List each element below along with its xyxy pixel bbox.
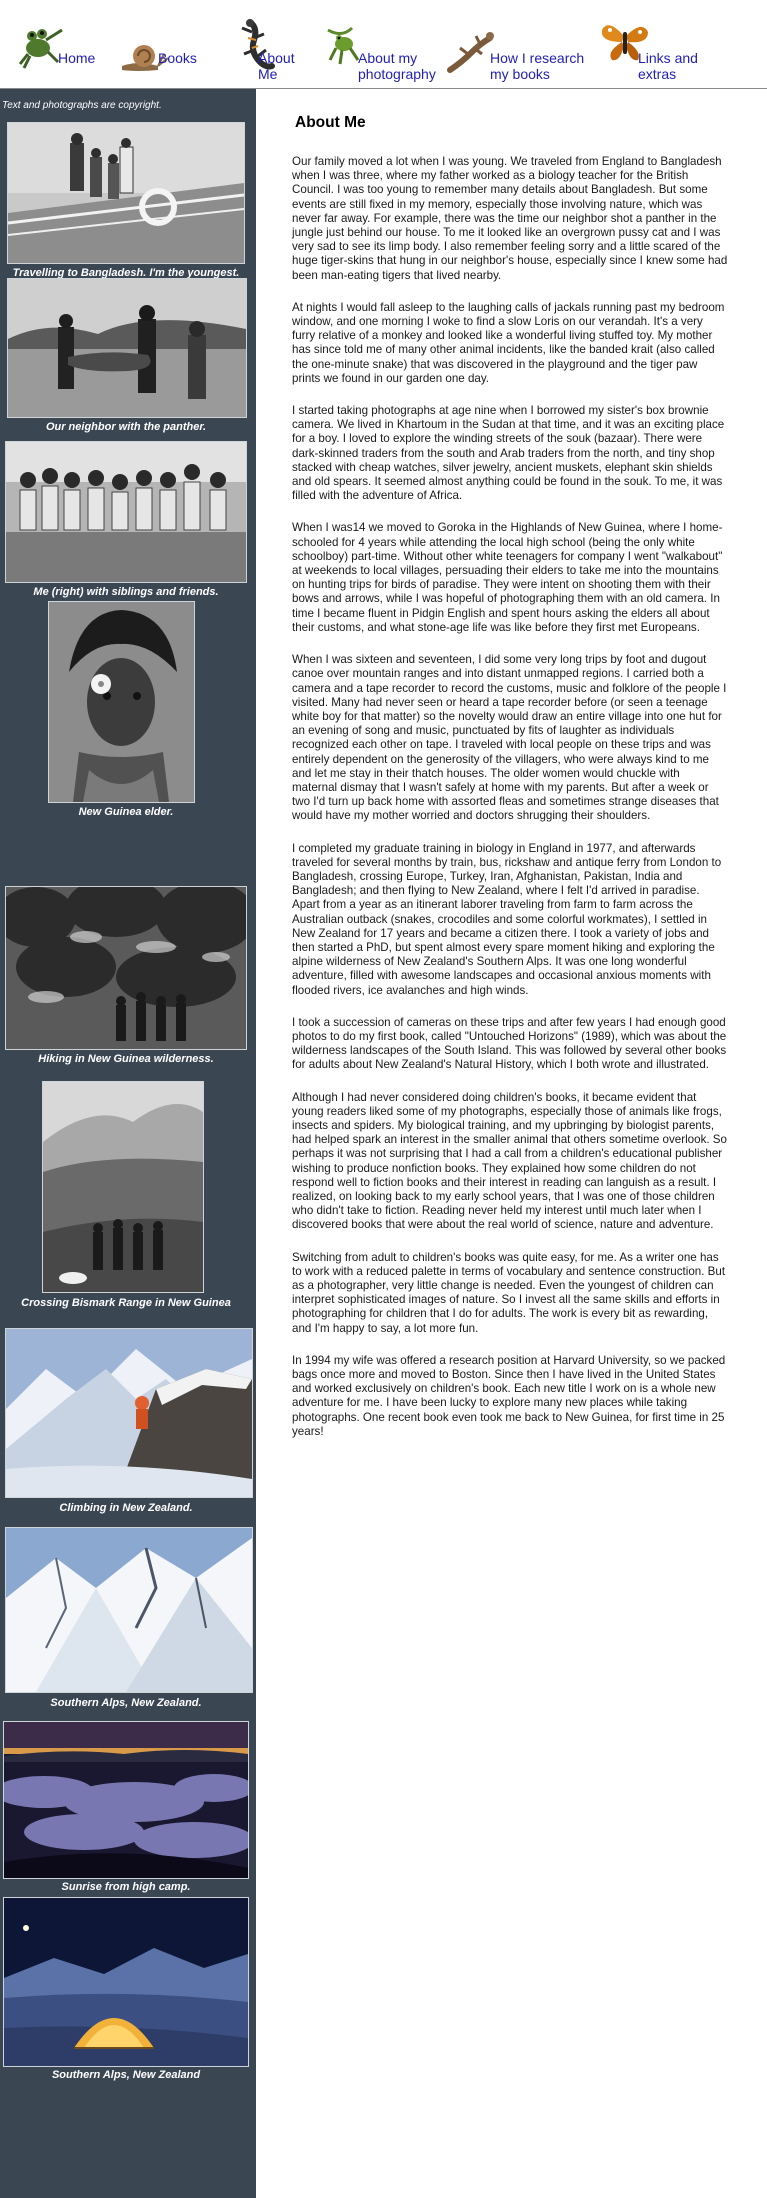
nav-label-about-me: About Me xyxy=(258,50,295,82)
nav-item-links-and-extras[interactable] xyxy=(598,16,718,86)
nav-label-books: Books xyxy=(158,50,197,66)
panther-photo xyxy=(8,279,246,417)
ship-deck-photo xyxy=(8,123,244,263)
paragraph: Although I had never considered doing children's books, it became evident that young readers liked some of my photographs, especially those of animals like frogs, insects and spiders. My biological training, and my upbringing by biologist parents, had helped spark an interest in the smaller animal that others sometime overlook. So perhaps it was not surprising that I had a call from a children's educational publisher wishing to produce nonfiction books. They explained how some children do not respond well to fiction books and their interest in reading can languish as a result. I realized, on looking back to my early school years, that I was one of those children who didn't take to fiction. Reading never held my interest until much later when I discovered books that were about the real world of science, nature and adventure. xyxy=(292,1090,727,1232)
photo-southern-alps-tent[interactable] xyxy=(3,1897,249,2067)
caption-travelling: Travelling to Bangladesh. I'm the youngest. xyxy=(12,267,240,279)
mountain-range-photo xyxy=(43,1082,203,1292)
paragraph: In 1994 my wife was offered a research position at Harvard University, so we packed bags once more and moved to Boston. Since then I have lived in the United States and worked exclusively on children's book. Each new title I work on is a whole new adventure for me. I have been lucky to explore many new places while taking photographs. One recent book even took me back to New Guinea, for first time in 25 years! xyxy=(292,1353,726,1438)
caption-climbing: Climbing in New Zealand. xyxy=(59,1502,193,1514)
photo-hiking-wilderness[interactable] xyxy=(5,886,247,1050)
photo-sunrise-high-camp[interactable] xyxy=(3,1721,249,1879)
copyright-notice: Text and photographs are copyright. xyxy=(2,100,162,111)
photo-neighbor-panther[interactable] xyxy=(7,278,247,418)
nav-item-about-my-photography[interactable] xyxy=(322,16,442,86)
nav-label-home: Home xyxy=(58,50,96,66)
article-body xyxy=(292,155,728,1457)
caption-bismark: Crossing Bismark Range in New Guinea xyxy=(21,1297,231,1309)
paragraph: I completed my graduate training in biology in England in 1977, and afterwards traveled for several months by train, bus, rickshaw and antique ferry from London to Bangladesh, crossing Europe, Turkey, Iran, Afghanistan, Pakistan, India and Bangladesh; and then flying to New Zealand, where I felt I'd arrived in paradise. Apart from a year as an itinerant laborer traveling from farm to farm across the Australian outback (snakes, crocodiles and some colorful workmates), I settled in New Zealand for 17 years and became a citizen there. I took a variety of jobs and then started a PhD, but spent almost every spare moment hiking and exploring the alpine wilderness of New Zealand's Southern Alps. It was one long wonderful adventure, filled with awesome landscapes and occasional anxious moments with flooded rivers, ice avalanches and high winds. xyxy=(292,841,722,997)
paragraph: Switching from adult to children's books was quite easy, for me. As a writer one has to work with a reduced palette in terms of vocabulary and sentence construction. But as a photographer, very little change is needed. Even the youngest of children can interpret sophisticated images of nature. So I invest all the same skills and efforts in photographing for children that I do for adults. The work is every bit as rewarding, and I'm happy to say, a lot more fun. xyxy=(292,1250,726,1335)
photo-bismark-range[interactable] xyxy=(42,1081,204,1293)
nav-item-about-me[interactable] xyxy=(232,16,312,86)
paragraph: At nights I would fall asleep to the laughing calls of jackals running past my bedroom window, and one morning I woke to find a slow Loris on our verandah. It's a very furry relative of a monkey and looked like a wonderful living stuffed toy. My mother has since told me of many other animal incidents, like the banded krait (also called the one-minute snake) that was discovered in the playground and the tiger paw prints we found in our garden one day. xyxy=(292,300,725,385)
climbing-photo xyxy=(6,1329,252,1497)
gecko-icon xyxy=(442,24,496,78)
sunrise-photo xyxy=(4,1722,248,1878)
photo-siblings-friends[interactable] xyxy=(5,441,247,583)
jungle-photo xyxy=(6,887,246,1049)
photo-climbing-new-zealand[interactable] xyxy=(5,1328,253,1498)
paragraph: When I was sixteen and seventeen, I did some very long trips by foot and dugout canoe over mountain ranges and into distant unmapped regions. I carried both a camera and a tape recorder to record the customs, music and folklore of the people I visited. Many had never seen or heard a tape recorder before (or seen a teenage white boy for that matter) so the novelty would draw an entire village into one hut for an evening of song and music, punctuated by fits of laughter as individuals recognized each other on tape. I traveled with local people on these trips and was entirely dependent on the generosity of the villagers, who were always kind to me and let me stay in their thatch houses. The older women would chuckle with maternal dismay that I wasn't safely at home with my parents. But after a week or two I'd turn up back home with assorted fleas and sometimes strange diseases that would have my mother worried and doctors shrugging their shoulders. xyxy=(292,653,727,823)
paragraph: Our family moved a lot when I was young. We traveled from England to Bangladesh when I was three, where my father worked as a biology teacher for the British Council. I was too young to remember many details about Bangladesh. But some events are still fixed in my memory, especially those involving nature, which was never far away. For example, there was the time our neighbor shot a panther in the jungle just behind our house. To me it looked like an overgrown pussy cat and I was very sad to see its limp body. I also remember feeling sorry and a little scared of the huge tiger-skins that hung in our neighbor's house, especially since I knew some had been man-eating tigers that lived nearby. xyxy=(292,155,728,282)
nav-label-links-and-extras: Links and extras xyxy=(638,50,698,82)
nav-item-books[interactable] xyxy=(118,16,208,86)
nav-item-how-i-research[interactable] xyxy=(442,16,585,86)
snowy-mountains-photo xyxy=(6,1528,252,1692)
photo-sidebar xyxy=(0,89,256,2198)
caption-siblings: Me (right) with siblings and friends. xyxy=(33,586,219,598)
caption-southern-alps: Southern Alps, New Zealand. xyxy=(50,1697,202,1709)
caption-sunrise: Sunrise from high camp. xyxy=(61,1881,191,1893)
page-title: About Me xyxy=(295,114,366,131)
photo-travelling-bangladesh[interactable] xyxy=(7,122,245,264)
nav-item-home[interactable] xyxy=(18,16,108,86)
top-navigation xyxy=(0,0,767,89)
elder-portrait-photo xyxy=(49,602,194,802)
siblings-photo xyxy=(6,442,246,582)
photo-southern-alps[interactable] xyxy=(5,1527,253,1693)
caption-tent: Southern Alps, New Zealand xyxy=(51,2069,201,2081)
paragraph: I took a succession of cameras on these trips and after few years I had enough good photos to do my first book, called "Untouched Horizons" (1989), which was about the wilderness landscapes of the South Island. This was followed by several other books for adults about New Zealand's Natural History, which I both wrote and illustrated. xyxy=(292,1015,727,1072)
nav-label-how-i-research: How I research my books xyxy=(490,50,585,82)
nav-label-about-my-photography: About my photography xyxy=(358,50,436,82)
photo-new-guinea-elder[interactable] xyxy=(48,601,195,803)
paragraph: When I was14 we moved to Goroka in the Highlands of New Guinea, where I home-schooled for 4 years while attending the local high school (being the only white schoolboy) part-time. Without other white teenagers for company I went "walkabout" at weekends to local villages, persuading their elders to take me into the mountains on hunting trips for birds of paradise. They were intent on shooting them with their bows and arrows, while I was hopeful of photographing them with an old camera. In time I became fluent in Pidgin English and spent hours asking the elders all about their customs, and what stone-age life was like before they first met Europeans. xyxy=(292,521,723,634)
tent-night-photo xyxy=(4,1898,248,2066)
caption-hiking: Hiking in New Guinea wilderness. xyxy=(38,1053,214,1065)
paragraph: I started taking photographs at age nine when I borrowed my sister's box brownie camera. We lived in Khartoum in the Sudan at that time, and it was an exciting place for a boy. I loved to explore the winding streets of the souk (bazaar). There were dark-skinned traders from the south and Arab traders from the north, and tiny shop stacked with cheap watches, silver jewelry, ancient muskets, elephant skin shields and old spears. It seemed almost anything could be found in the souk. To me, it was filled with the adventure of Africa. xyxy=(292,404,725,503)
caption-elder: New Guinea elder. xyxy=(78,806,174,818)
caption-panther: Our neighbor with the panther. xyxy=(45,421,207,433)
